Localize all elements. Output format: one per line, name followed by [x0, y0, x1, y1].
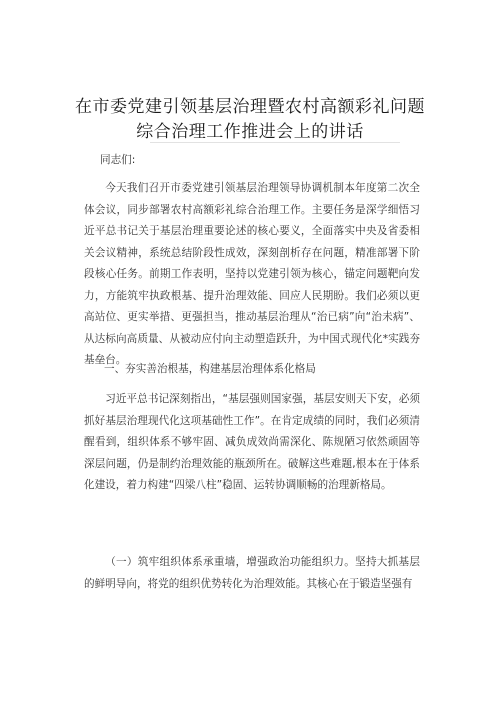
paragraph-2-text: 习近平总书记深刻指出，“基层强则国家强，基层安则天下安，必须抓好基层治理现代化这项基础性工作”。在肯定成绩的同时，我们必须清醒看到，组织体系不够牢固、减负成效尚需深化、陈规陋习依然顽固等深层问题，仍是制约治理效能的瓶颈所在。破解这些难题,根本在于体系化建设，着力构建“四梁八柱”稳固、运转协调顺畅的治理新格局。 [84, 393, 420, 491]
section-heading-1 [104, 359, 440, 381]
paragraph-1-text: 今天我们召开市委党建引领基层治理领导协调机制本年度第二次全体会议，同步部署农村高额彩礼综合治理工作。主要任务是深学细悟习近平总书记关于基层治理重要论述的核心要义，全面落实中央及省委相关会议精神，系统总结阶段性成效，深刻剖析存在问题，精准部署下阶段核心任务。前期工作表明，坚持以党建引领为核心，锚定问题靶向发力，方能筑牢执政根基、提升治理效能、回应人民期盼。我们必须以更高站位、更实举措、更强担当，推动基层治理从“治已病”向“治未病”、从达标向高质量、从被动应付向主动塑造跃升，为中国式现代化*实践夯基垒台。 [84, 182, 420, 366]
greeting-text: 同志们: [100, 154, 136, 166]
document-title-line-1: 在市委党建引领基层治理暨农村高额彩礼问题 [75, 97, 425, 117]
paragraph-2 [84, 389, 420, 497]
greeting [100, 150, 436, 172]
section-heading-1-text: 一、夯实善治根基，构建基层治理体系化格局 [104, 363, 316, 375]
paragraph-3 [84, 552, 420, 595]
title-divider [150, 142, 400, 143]
paragraph-3-text: （一）筑牢组织体系承重墙，增强政治功能组织力。坚持大抓基层的鲜明导向，将党的组织优势转化为治理效能。其核心在于锻造坚强有 [84, 556, 420, 590]
paragraph-1 [84, 178, 420, 372]
document-title-line-2: 综合治理工作推进会上的讲话 [136, 122, 364, 142]
